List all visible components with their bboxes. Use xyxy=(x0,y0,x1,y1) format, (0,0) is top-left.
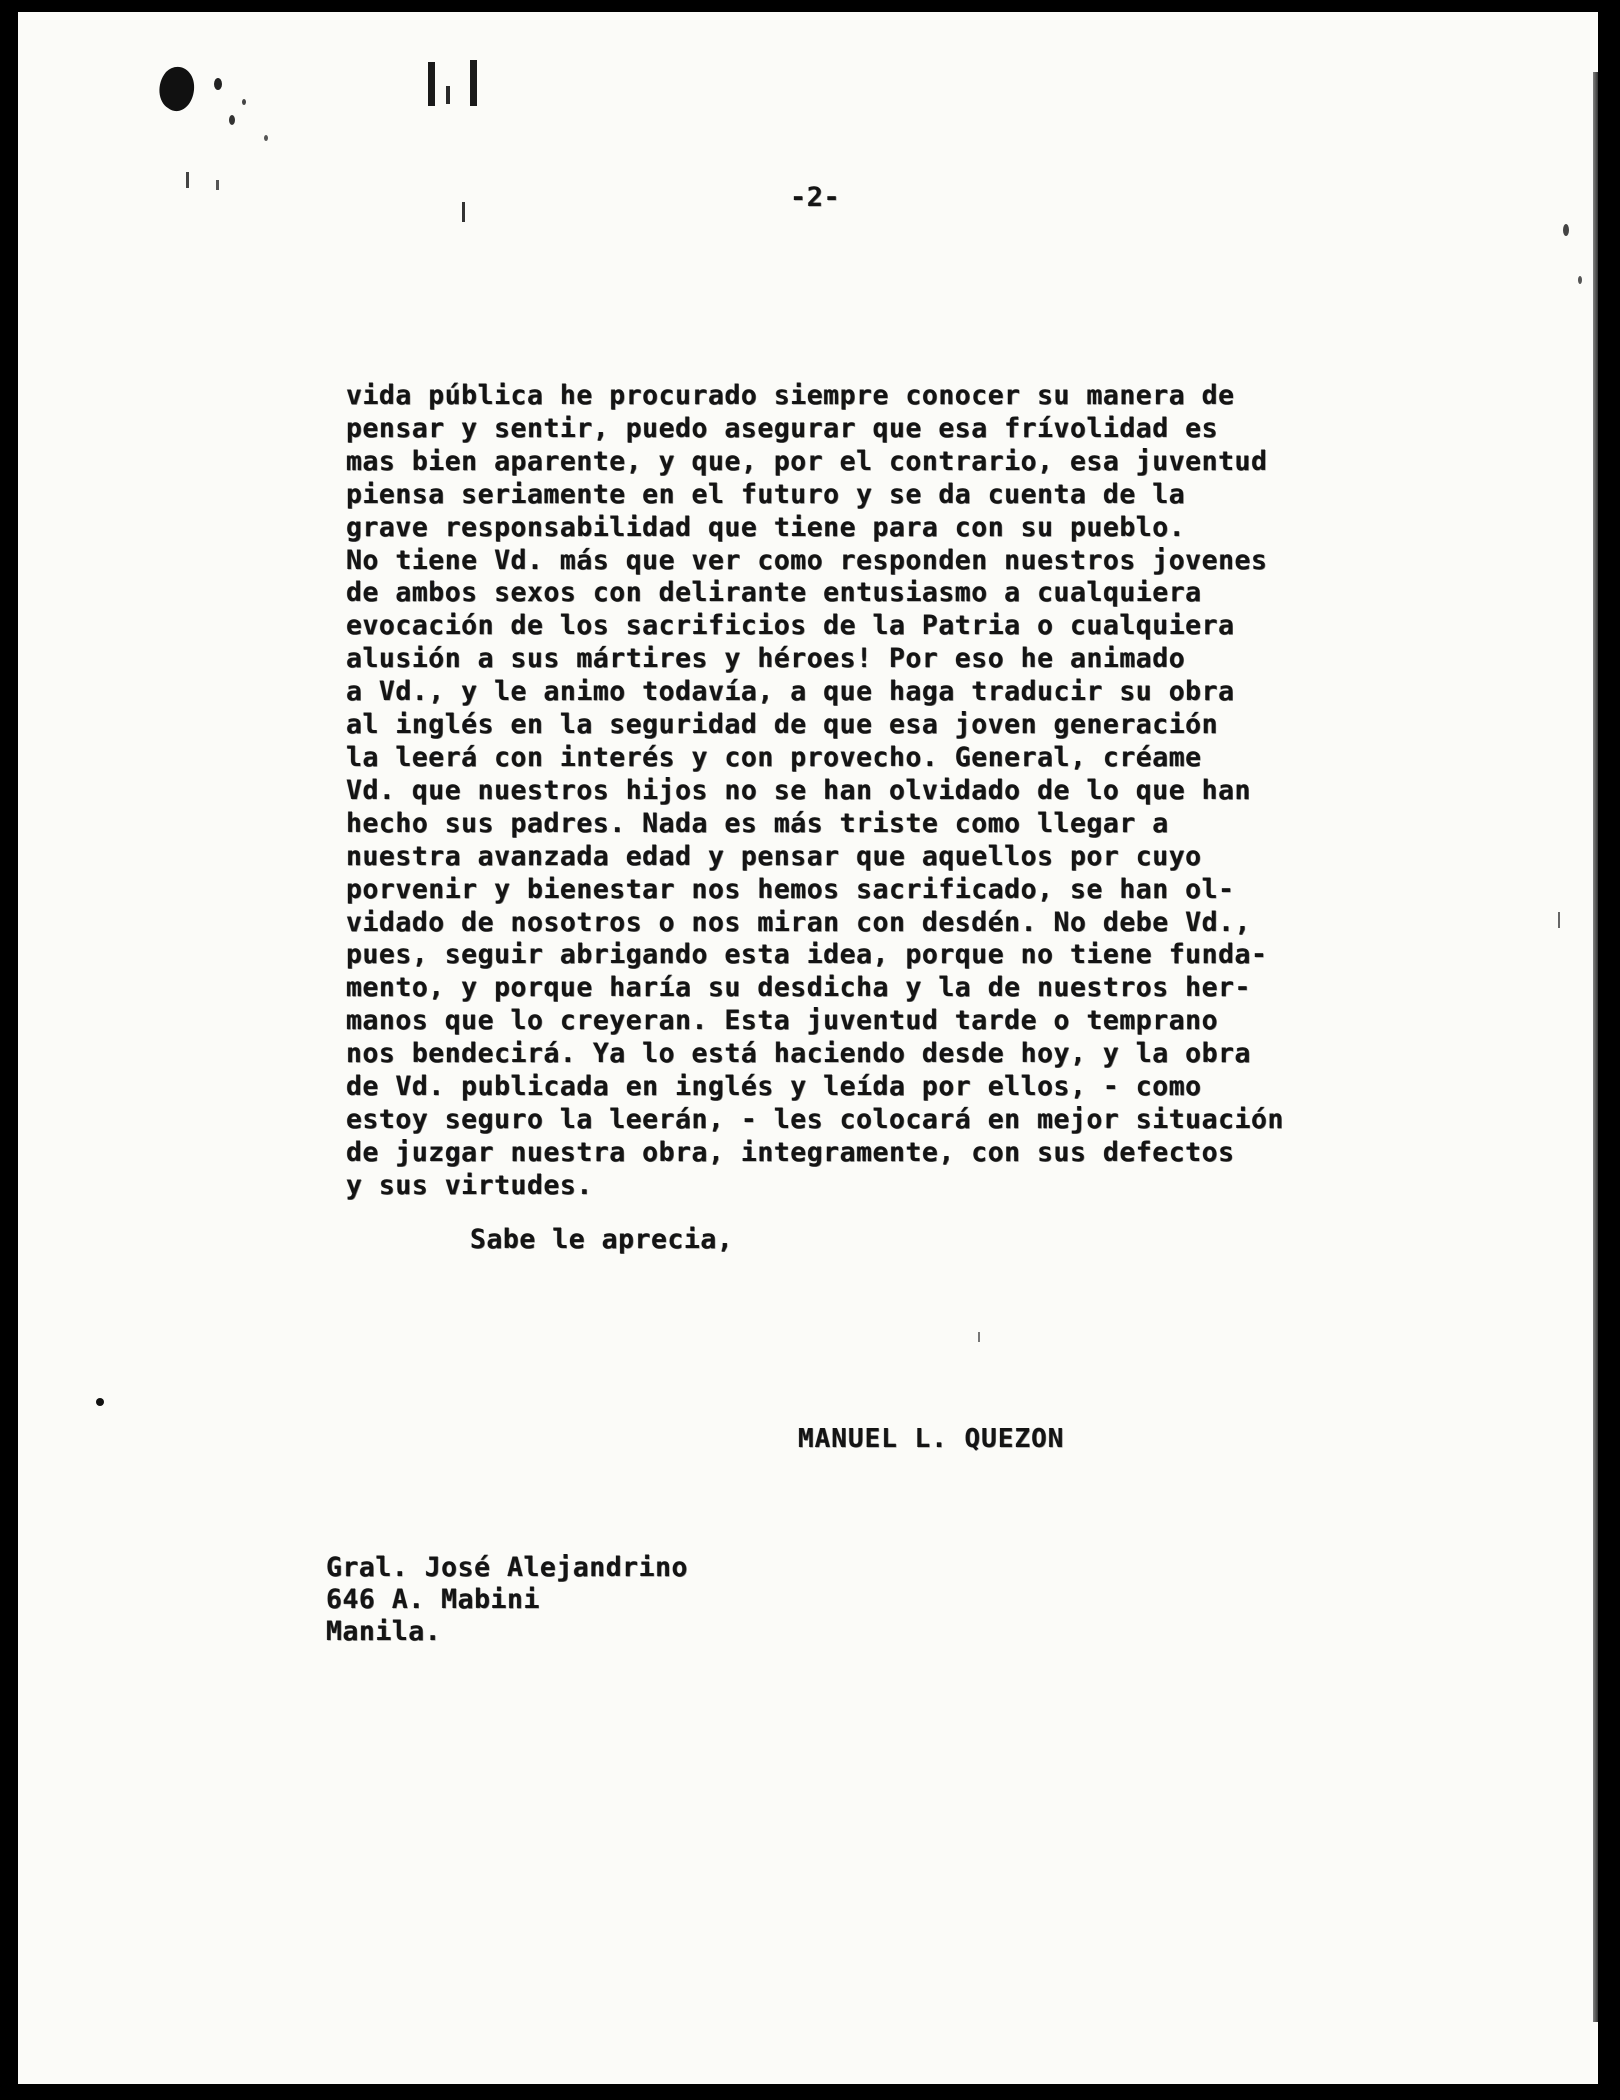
body-line: Vd. que nuestros hijos no se han olvidado de lo que han xyxy=(346,774,1251,806)
body-line: nuestra avanzada edad y pensar que aquellos por cuyo xyxy=(346,840,1202,872)
body-line: vida pública he procurado siempre conocer su manera de xyxy=(346,380,1235,411)
addressee-city: Manila. xyxy=(326,1616,442,1647)
body-line: a Vd., y le animo todavía, a que haga traducir su obra xyxy=(346,676,1235,708)
body-line: la leerá con interés y con provecho. General, créame xyxy=(346,741,1202,773)
body-line: No tiene Vd. más que ver como responden nuestros jovenes xyxy=(346,544,1268,576)
body-line: de juzgar nuestra obra, integramente, con sus defectos xyxy=(346,1136,1235,1168)
body-line: de Vd. publicada en inglés y leída por ellos, - como xyxy=(346,1071,1202,1103)
body-line: alusión a sus mártires y héroes! Por eso he animado xyxy=(346,643,1186,675)
body-line: vidado de nosotros o nos miran con desdén. No debe Vd., xyxy=(346,906,1251,938)
body-line: piensa seriamente en el futuro y se da cuenta de la xyxy=(346,478,1186,510)
body-line: estoy seguro la leerán, - les colocará en mejor situación xyxy=(346,1103,1284,1135)
body-line: de ambos sexos con delirante entusiasmo a cualquiera xyxy=(346,577,1202,609)
closing-line: Sabe le aprecia, xyxy=(470,1224,734,1255)
body-line: y sus virtudes. xyxy=(346,1169,593,1201)
body-line: evocación de los sacrificios de la Patria o cualquiera xyxy=(346,610,1235,642)
body-line: hecho sus padres. Nada es más triste como llegar a xyxy=(346,807,1169,839)
body-line: nos bendecirá. Ya lo está haciendo desde hoy, y la obra xyxy=(346,1038,1251,1070)
page-edge-shadow xyxy=(1593,72,1598,2022)
body-line: pensar y sentir, puedo asegurar que esa frívolidad es xyxy=(346,412,1219,444)
body-line: manos que lo creyeran. Esta juventud tarde o temprano xyxy=(346,1005,1219,1037)
letter-body xyxy=(346,380,1486,1203)
body-line: mas bien aparente, y que, por el contrario, esa juventud xyxy=(346,445,1268,477)
body-line: porvenir y bienestar nos hemos sacrificado, se han ol- xyxy=(346,873,1235,905)
body-line: pues, seguir abrigando esta idea, porque no tiene funda- xyxy=(346,939,1268,971)
addressee-street: 646 A. Mabini xyxy=(326,1584,540,1615)
page-number: -2- xyxy=(790,182,841,213)
signature-name: MANUEL L. QUEZON xyxy=(798,1424,1065,1454)
letter-page xyxy=(18,12,1598,2084)
body-line: grave responsabilidad que tiene para con su pueblo. xyxy=(346,511,1186,543)
addressee-name: Gral. José Alejandrino xyxy=(326,1552,688,1583)
body-line: mento, y porque haría su desdicha y la de nuestros her- xyxy=(346,972,1251,1004)
addressee-block xyxy=(326,1552,688,1648)
body-line: al inglés en la seguridad de que esa joven generación xyxy=(346,709,1219,741)
